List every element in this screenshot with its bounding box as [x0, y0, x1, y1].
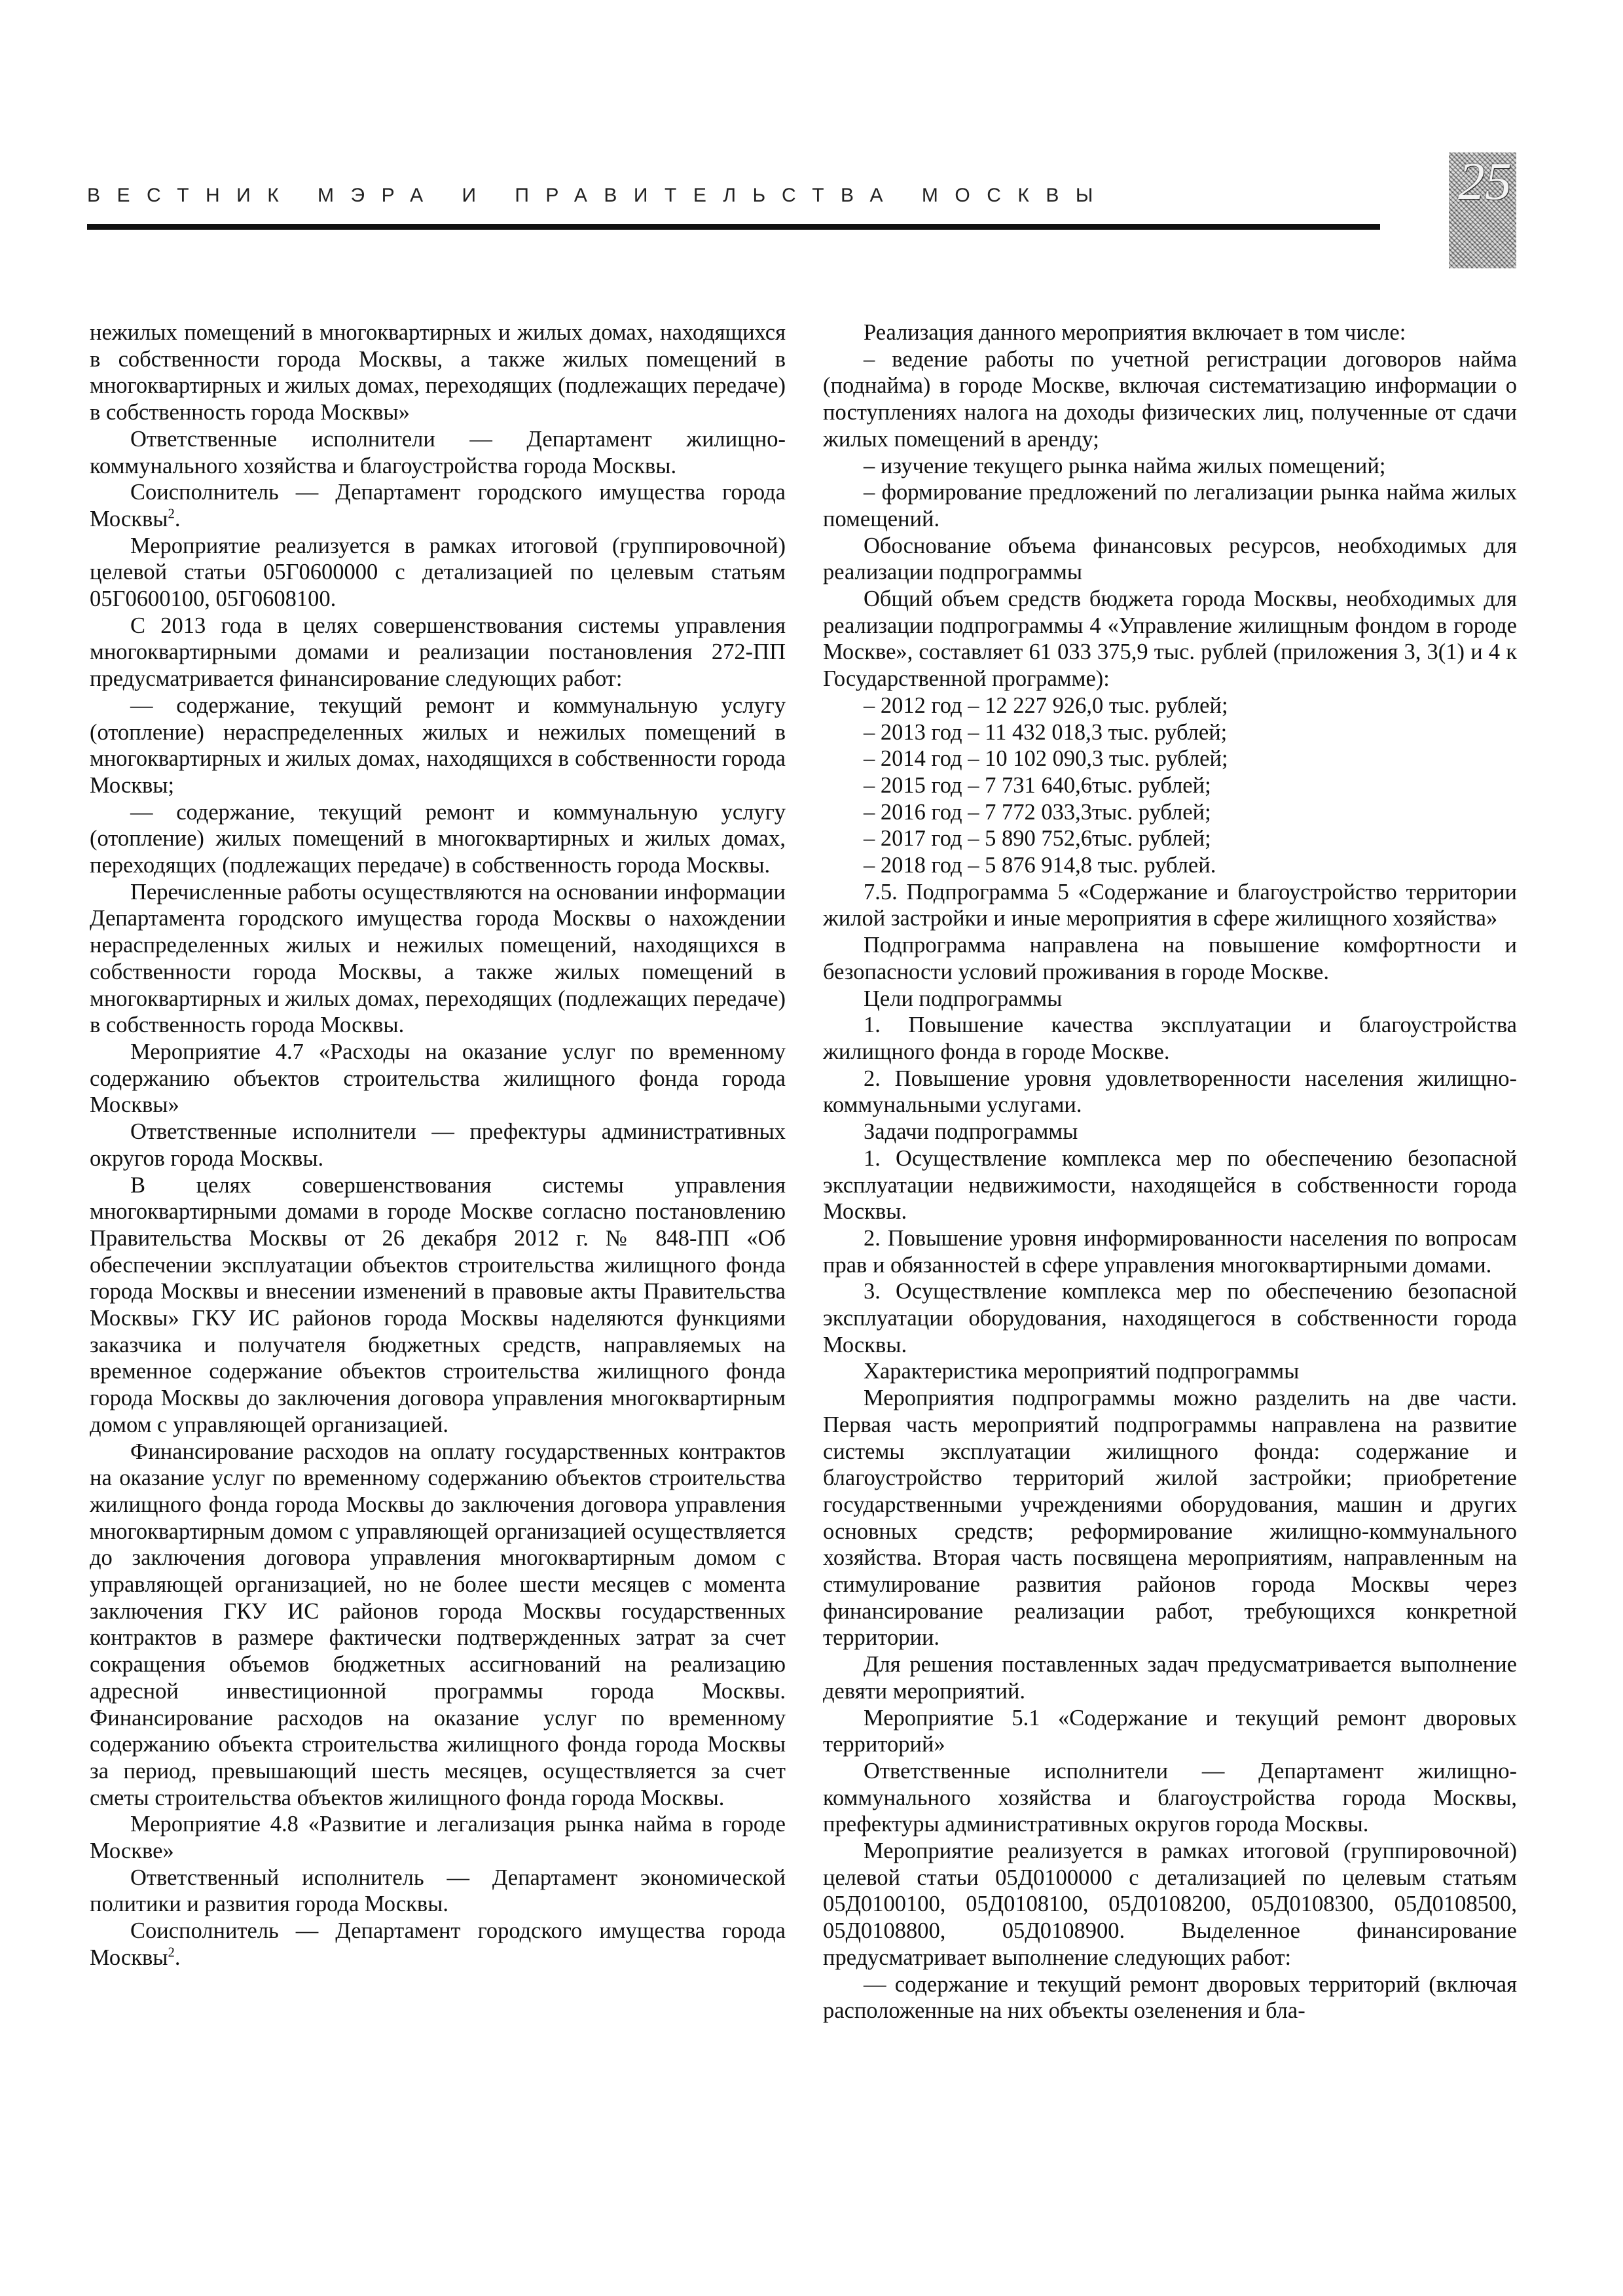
paragraph — [90, 1918, 786, 1971]
paragraph — [823, 1225, 1517, 1278]
paragraph — [823, 1651, 1517, 1704]
paragraph — [823, 719, 1517, 746]
paragraph — [823, 772, 1517, 799]
paragraph — [90, 692, 786, 799]
paragraph — [823, 745, 1517, 772]
paragraph-text: Подпрограмма направлена на повышение комфортности и безопасности условий проживания в городе Москве. — [823, 933, 1517, 984]
paragraph-text: Ответственный исполнитель — Департамент экономической политики и развития города Москвы. — [90, 1865, 786, 1917]
paragraph-text: Ответственные исполнители — префектуры административных округов города Москвы. — [90, 1119, 786, 1171]
paragraph-text: Цели подпрограммы — [864, 986, 1063, 1011]
paragraph — [90, 1172, 786, 1439]
page-number: 25 — [1458, 151, 1512, 211]
paragraph — [90, 533, 786, 613]
paragraph-tail: . — [174, 506, 181, 531]
paragraph — [823, 1012, 1517, 1065]
paragraph-text: Мероприятие 5.1 «Содержание и текущий ремонт дворовых территорий» — [823, 1705, 1517, 1757]
paragraph-text: 2. Повышение уровня удовлетворенности населения жилищно-коммунальными услугами. — [823, 1066, 1517, 1118]
paragraph-text: 1. Повышение качества эксплуатации и благоустройства жилищного фонда в городе Москве. — [823, 1013, 1517, 1064]
paragraph — [823, 799, 1517, 826]
paragraph-tail: . — [174, 1945, 181, 1970]
paragraph — [823, 852, 1517, 879]
right-column — [823, 319, 1517, 2024]
paragraph-text: – формирование предложений по легализации рынка найма жилых помещений. — [823, 480, 1517, 531]
paragraph-text: – 2014 год – 10 102 090,3 тыс. рублей; — [864, 746, 1228, 772]
paragraph-text: – ведение работы по учетной регистрации договоров найма (поднайма) в городе Москве, включая систематизацию информации о поступлениях налога на доходы физических лиц, полученные от сдачи жилых помещений в аренду; — [823, 346, 1517, 452]
paragraph — [823, 825, 1517, 852]
paragraph-text: 3. Осуществление комплекса мер по обеспечению безопасной эксплуатации оборудования, находящегося в собственности города Москвы. — [823, 1279, 1517, 1357]
paragraph-text: 1. Осуществление комплекса мер по обеспечению безопасной эксплуатации недвижимости, находящейся в собственности города Москвы. — [823, 1145, 1517, 1225]
paragraph-text: — содержание, текущий ремонт и коммунальную услугу (отопление) жилых помещений в многоквартирных и жилых домах, переходящих (подлежащих передаче) в собственность города Москвы. — [90, 799, 786, 878]
paragraph-text: Обоснование объема финансовых ресурсов, необходимых для реализации подпрограммы — [823, 533, 1517, 585]
paragraph-text: Мероприятие реализуется в рамках итоговой (группировочной) целевой статьи 05Г0600000 с детализацией по целевым статьям 05Г0600100, 05Г0608100. — [90, 533, 786, 612]
paragraph — [823, 479, 1517, 532]
paragraph-text: Мероприятие 4.8 «Развитие и легализация рынка найма в городе Москве» — [90, 1812, 786, 1864]
paragraph — [90, 1865, 786, 1918]
paragraph — [823, 1758, 1517, 1838]
paragraph-text: Соисполнитель — Департамент городского имущества города Москвы — [90, 1918, 786, 1970]
paragraph — [90, 879, 786, 1039]
paragraph — [823, 986, 1517, 1013]
paragraph-text: С 2013 года в целях совершенствования системы управления многоквартирными домами и реализации постановления 272-ПП предусматривается финансирование следующих работ: — [90, 613, 786, 692]
paragraph-text: Мероприятия подпрограммы можно разделить на две части. Первая часть мероприятий подпрограммы направлена на развитие системы эксплуатации жилищного фонда: содержание и благоустройство территорий жилой застройки; приобретение государственными учреждениями оборудования, машин и других основных средств; реформирование жилищно-коммунального хозяйства. Вторая часть посвящена мероприятиям, направленным на стимулирование развития районов города Москвы через финансирование реализации работ, требующихся конкретной территории. — [823, 1386, 1517, 1651]
left-column — [90, 319, 786, 1971]
paragraph-text: Мероприятие реализуется в рамках итоговой (группировочной) целевой статьи 05Д0100000 с детализацией по целевым статьям 05Д0100100, 05Д0108100, 05Д0108200, 05Д0108300, 05Д0108500, 05Д0108800, 05Д0108900. Выделенное финансирование предусматривает выполнение следующих работ: — [823, 1839, 1517, 1970]
paragraph — [823, 1971, 1517, 2024]
footnote-mark: 2 — [168, 507, 175, 522]
paragraph — [823, 533, 1517, 586]
paragraph — [823, 319, 1517, 346]
paragraph-text: – 2016 год – 7 772 033,3тыс. рублей; — [864, 799, 1211, 825]
paragraph-text: В целях совершенствования системы управления многоквартирными домами в городе Москве согласно постановлению Правительства Москвы от 26 декабря 2012 г. № 848-ПП «Об обеспечении эксплуатации объектов строительства жилищного фонда города Москвы и внесении изменений в правовые акты Правительства Москвы» ГКУ ИС районов города Москвы наделяются функциями заказчика и получателя бюджетных средств, направляемых на временное содержание объектов строительства жилищного фонда города Москвы до заключения договора управления многоквартирным домом с управляющей организацией. — [90, 1172, 786, 1437]
paragraph — [823, 1385, 1517, 1651]
paragraph-text: – 2017 год – 5 890 752,6тыс. рублей; — [864, 826, 1211, 852]
paragraph-text: Для решения поставленных задач предусматривается выполнение девяти мероприятий. — [823, 1652, 1517, 1704]
paragraph — [90, 1811, 786, 1864]
paragraph — [823, 1278, 1517, 1358]
paragraph — [823, 1705, 1517, 1758]
paragraph-text: Общий объем средств бюджета города Москвы, необходимых для реализации подпрограммы 4 «Управление жилищным фондом в городе Москве», составляет 61 033 375,9 тыс. рублей (приложения 3, 3(1) и 4 к Государственной программе): — [823, 586, 1517, 692]
paragraph-text: Мероприятие 4.7 «Расходы на оказание услуг по временному содержанию объектов строительства жилищного фонда города Москвы» — [90, 1039, 786, 1118]
paragraph — [90, 426, 786, 479]
paragraph — [90, 319, 786, 426]
paragraph — [823, 932, 1517, 985]
paragraph-text: – 2018 год – 5 876 914,8 тыс. рублей. — [864, 853, 1216, 878]
paragraph — [823, 453, 1517, 480]
paragraph-text: – 2012 год – 12 227 926,0 тыс. рублей; — [864, 692, 1228, 718]
paragraph-text: – изучение текущего рынка найма жилых помещений; — [864, 453, 1386, 478]
paragraph — [823, 1119, 1517, 1145]
journal-title: ВЕСТНИК МЭРА И ПРАВИТЕЛЬСТВА МОСКВЫ — [87, 185, 1110, 206]
paragraph — [90, 1039, 786, 1119]
paragraph — [823, 346, 1517, 453]
paragraph-text: Ответственные исполнители — Департамент жилищно-коммунального хозяйства и благоустройства города Москвы, префектуры административных округов города Москвы. — [823, 1758, 1517, 1837]
paragraph-text: Ответственные исполнители — Департамент жилищно-коммунального хозяйства и благоустройства города Москвы. — [90, 426, 786, 478]
paragraph — [90, 1119, 786, 1172]
paragraph-text: Характеристика мероприятий подпрограммы — [864, 1359, 1300, 1384]
paragraph-text: – 2013 год – 11 432 018,3 тыс. рублей; — [864, 719, 1228, 745]
paragraph-text: 7.5. Подпрограмма 5 «Содержание и благоустройство территории жилой застройки и иные мероприятия в сфере жилищного хозяйства» — [823, 879, 1517, 931]
paragraph-text: Задачи подпрограммы — [864, 1119, 1078, 1145]
paragraph-text: Реализация данного мероприятия включает в том числе: — [864, 320, 1406, 345]
paragraph-text: Перечисленные работы осуществляются на основании информации Департамента городского имущества города Москвы о нахождении нераспределенных жилых и нежилых помещений, находящихся в собственности города Москвы, а также жилых помещений в многоквартирных и жилых домах, переходящих (подлежащих передаче) в собственность города Москвы. — [90, 879, 786, 1038]
paragraph — [90, 1439, 786, 1812]
paragraph — [823, 692, 1517, 719]
paragraph-text: Соисполнитель — Департамент городского имущества города Москвы — [90, 480, 786, 531]
paragraph — [90, 799, 786, 879]
header-rule — [87, 224, 1380, 230]
paragraph — [823, 1145, 1517, 1225]
paragraph-text: нежилых помещений в многоквартирных и жилых домах, находящихся в собственности города Москвы, а также жилых помещений в многоквартирных и жилых домах, переходящих (подлежащих передаче) в собственность города Москвы» — [90, 320, 786, 425]
paragraph-text: 2. Повышение уровня информированности населения по вопросам прав и обязанностей в сфере управления многоквартирными домами. — [823, 1225, 1517, 1278]
paragraph-text: – 2015 год – 7 731 640,6тыс. рублей; — [864, 772, 1211, 798]
paragraph — [90, 613, 786, 692]
paragraph-text: — содержание, текущий ремонт и коммунальную услугу (отопление) нераспределенных жилых и нежилых помещений в многоквартирных и жилых домах, находящихся в собственности города Москвы; — [90, 692, 786, 798]
paragraph — [823, 879, 1517, 932]
footnote-mark: 2 — [168, 1945, 175, 1960]
paragraph — [823, 1066, 1517, 1119]
paragraph — [823, 1838, 1517, 1971]
paragraph — [90, 479, 786, 532]
paragraph-text: — содержание и текущий ремонт дворовых территорий (включая расположенные на них объекты озеленения и бла- — [823, 1971, 1517, 2024]
paragraph-text: Финансирование расходов на оплату государственных контрактов на оказание услуг по временному содержанию объектов строительства жилищного фонда города Москвы до заключения договора управления многоквартирным домом с управляющей организацией осуществляется до заключения договора управления многоквартирным домом с управляющей организацией, но не более шести месяцев с момента заключения ГКУ ИС районов города Москвы государственных контрактов в размере фактически подтвержденных затрат за счет сокращения объемов бюджетных ассигнований на реализацию адресной инвестиционной программы города Москвы. Финансирование расходов на оказание услуг по временному содержанию объекта строительства жилищного фонда города Москвы за период, превышающий шесть месяцев, осуществляется за счет сметы строительства объектов жилищного фонда города Москвы. — [90, 1439, 786, 1810]
paragraph — [823, 586, 1517, 692]
paragraph — [823, 1358, 1517, 1385]
